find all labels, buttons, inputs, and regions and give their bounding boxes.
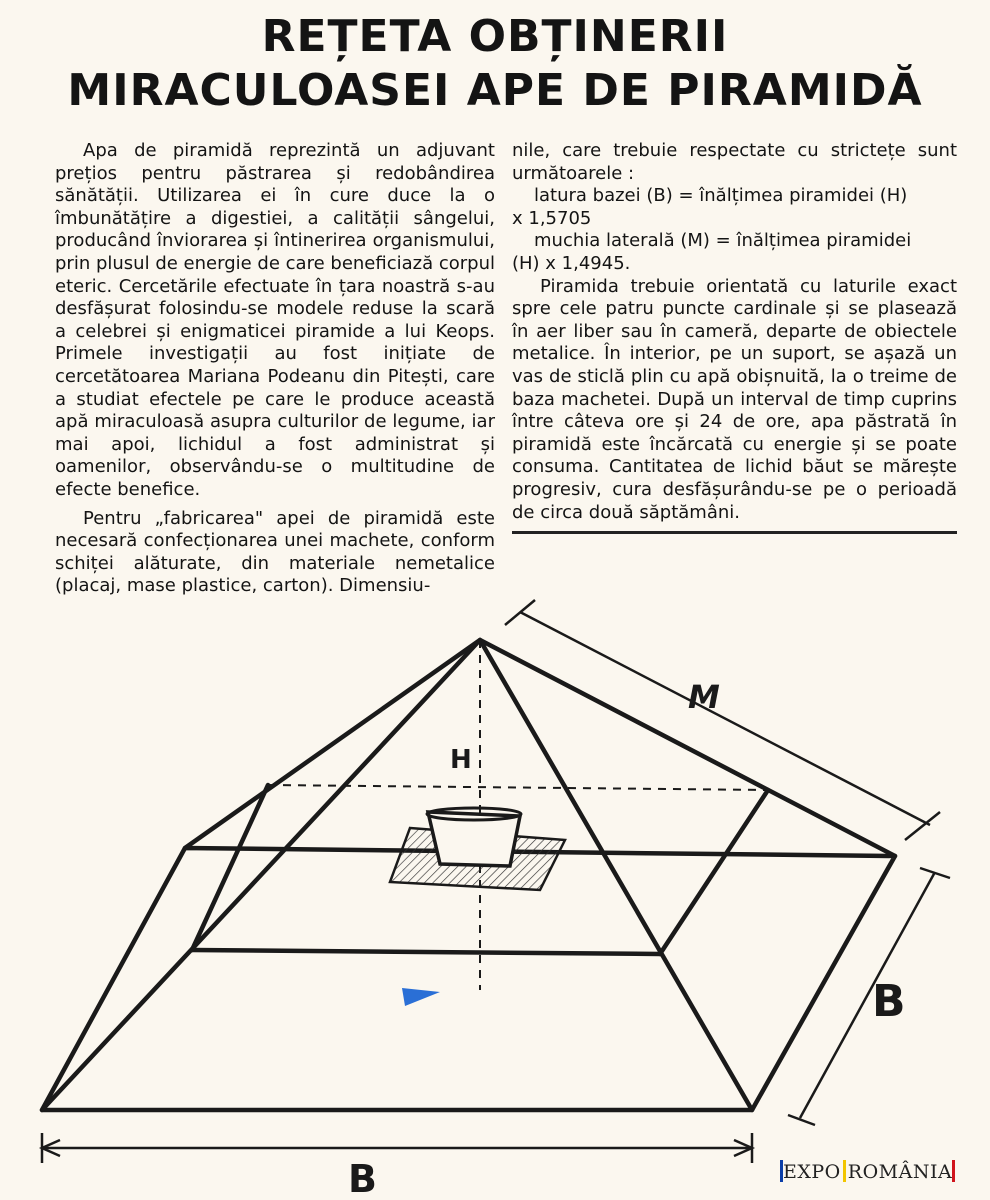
watermark-text-right: ROMÂNIA <box>847 1161 953 1183</box>
inner-section-left <box>192 785 268 950</box>
label-height: H <box>450 745 472 775</box>
formula-base-line-1: latura bazei (B) = înălțimea piramidei (H) <box>534 185 908 207</box>
watermark-text-left: EXPO <box>783 1161 841 1183</box>
instructions-paragraph: Piramida trebuie orientată cu laturile exact spre cele patru puncte cardinale și se plasează în aer liber sau în cameră, departe de obiectele metalice. În interior, pe un suport, se așază un vas de sticlă plin cu apă obișnuită, la o treime de baza machetei. După un interval de timp cuprins între câteva ore și 24 de ore, apa păstrată în piramidă este încărcată cu energie și se poate consuma. Cantitatea de lichid băut se mărește progresiv, cura desfășurându-se pe o perioadă de circa două săptămâni. <box>512 275 957 523</box>
label-edge: M <box>688 678 720 716</box>
inner-section-right <box>660 790 768 954</box>
intro-paragraph: Apa de piramidă reprezintă un adjuvant prețios pentru păstrarea și redobândirea sănătății. Utilizarea ei în cure duce la o îmbunătățire a digestiei, a calității sângelui, producând înviorarea și întinerirea organismului, prin plusul de energie de care beneficiază corpul eteric. Cercetările efectuate în țara noastră s-au desfășurat folosindu-se modele reduse la scară a celebrei și enigmaticei piramide a lui Keops. Primele investigații au fost inițiate de cercetătoarea Mariana Podeanu din Pitești, care a studiat efectele pe care le produce această apă miraculoasă asupra culturilor de legume, iar mai apoi, lichidul a fost administrat și oamenilor, observându-se o multitudine de efecte benefice. <box>55 140 495 500</box>
formula-edge-line-1: muchia laterală (M) = înălțimea piramidei <box>534 230 912 252</box>
label-base-side: B <box>872 976 906 1027</box>
water-vessel <box>390 808 565 890</box>
title-line-1: REȚETA OBȚINERII <box>261 11 729 62</box>
right-column <box>512 140 957 524</box>
formula-base-line-2: x 1,5705 <box>512 207 592 229</box>
left-column <box>55 140 495 598</box>
title-line-2: MIRACULOASEI APE DE PIRAMIDĂ <box>67 65 923 116</box>
dimensions-intro: nile, care trebuie respectate cu strictețe sunt următoarele : <box>512 140 957 184</box>
article-title <box>0 10 990 118</box>
inner-section-front <box>192 950 660 954</box>
label-base-front: B <box>348 1157 377 1200</box>
blue-ink-mark <box>402 988 440 1006</box>
pyramid-diagram <box>0 595 990 1200</box>
flag-stripe-red <box>952 1160 955 1182</box>
column-end-rule <box>512 531 957 534</box>
formula-edge-line-2: (H) x 1,4945. <box>512 252 631 274</box>
expo-romania-watermark <box>780 1160 955 1183</box>
fabrication-paragraph: Pentru „fabricarea" apei de piramidă este necesară confecționarea unei machete, conform schiței alăturate, din materiale nemetalice (placaj, mase plastice, carton). Dimensiu- <box>55 507 495 597</box>
dimension-line-m <box>520 612 930 825</box>
flag-stripe-yellow <box>843 1160 846 1182</box>
